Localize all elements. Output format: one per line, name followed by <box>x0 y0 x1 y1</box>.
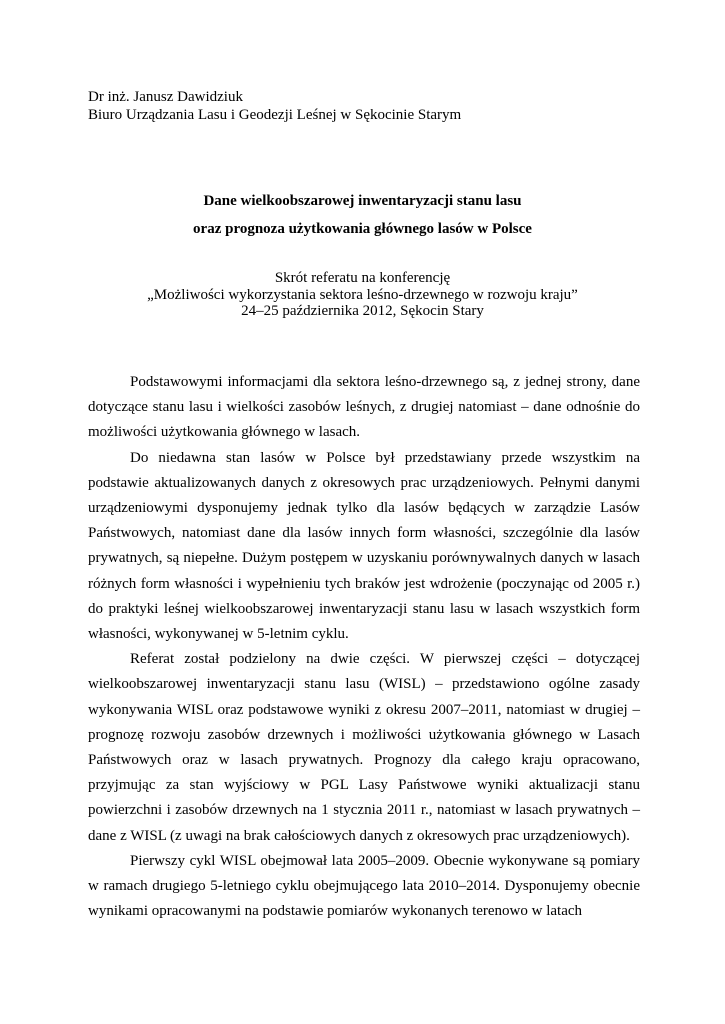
paragraph: Podstawowymi informacjami dla sektora leśno-drzewnego są, z jednej strony, dane dotyczące stanu lasu i wielkości zasobów leśnych, z drugiej natomiast – dane odnośnie do możliwości użytkowania głównego w lasach. <box>88 374 640 441</box>
author-block <box>88 88 461 124</box>
document-title <box>0 192 725 238</box>
paragraph: Referat został podzielony na dwie części. W pierwszej części – dotyczącej wielkoobszarowej inwentaryzacji stanu lasu (WISL) – przedstawiono ogólne zasady wykonywania WISL oraz podstawowe wyniki z okresu 2007–2011, natomiast w drugiej – prognozę rozwoju zasobów drzewnych i możliwości użytkowania głównego w Lasach Państwowych oraz w lasach prywatnych. Prognozy dla całego kraju opracowano, przyjmując za stan wyjściowy w PGL Lasy Państwowe wyniki aktualizacji stanu powierzchni i zasobów drzewnych na 1 stycznia 2011 r., natomiast w lasach prywatnych – dane z WISL (z uwagi na brak całościowych danych z okresowych prac urządzeniowych). <box>88 651 640 844</box>
subtitle-line-3: 24–25 października 2012, Sękocin Stary <box>241 303 484 319</box>
subtitle-line-2: „Możliwości wykorzystania sektora leśno-drzewnego w rozwoju kraju” <box>147 286 578 303</box>
paragraph: Do niedawna stan lasów w Polsce był przedstawiany przede wszystkim na podstawie aktualizowanych danych z okresowych prac urządzeniowych. Pełnymi danymi urządzeniowymi dysponujemy jednak tylko dla lasów będących w zarządzie Lasów Państwowych, natomiast dane dla lasów innych form własności, szczególnie dla lasów prywatnych, są niepełne. Dużym postępem w uzyskaniu porównywalnych danych w lasach różnych form własności i wypełnieniu tych braków jest wdrożenie (poczynając od 2005 r.) do praktyki leśnej wielkoobszarowej inwentaryzacji stanu lasu w lasach wszystkich form własności, wykonywanej w 5-letnim cyklu. <box>88 449 640 643</box>
body-text <box>88 370 640 924</box>
conference-subtitle <box>0 270 725 320</box>
author-name: Dr inż. Janusz Dawidziuk <box>88 89 243 105</box>
title-line-1: Dane wielkoobszarowej inwentaryzacji stanu lasu <box>203 193 522 209</box>
title-line-2: oraz prognoza użytkowania głównego lasów w Polsce <box>193 221 532 237</box>
subtitle-line-1: Skrót referatu na konferencję <box>274 270 451 286</box>
author-affiliation: Biuro Urządzania Lasu i Geodezji Leśnej w Sękocinie Starym <box>88 107 462 123</box>
paragraph: Pierwszy cykl WISL obejmował lata 2005–2009. Obecnie wykonywane są pomiary w ramach drugiego 5-letniego cyklu obejmującego lata 2010–2014. Dysponujemy obecnie wynikami opracowanymi na podstawie pomiarów wykonanych terenowo w latach <box>88 852 640 920</box>
